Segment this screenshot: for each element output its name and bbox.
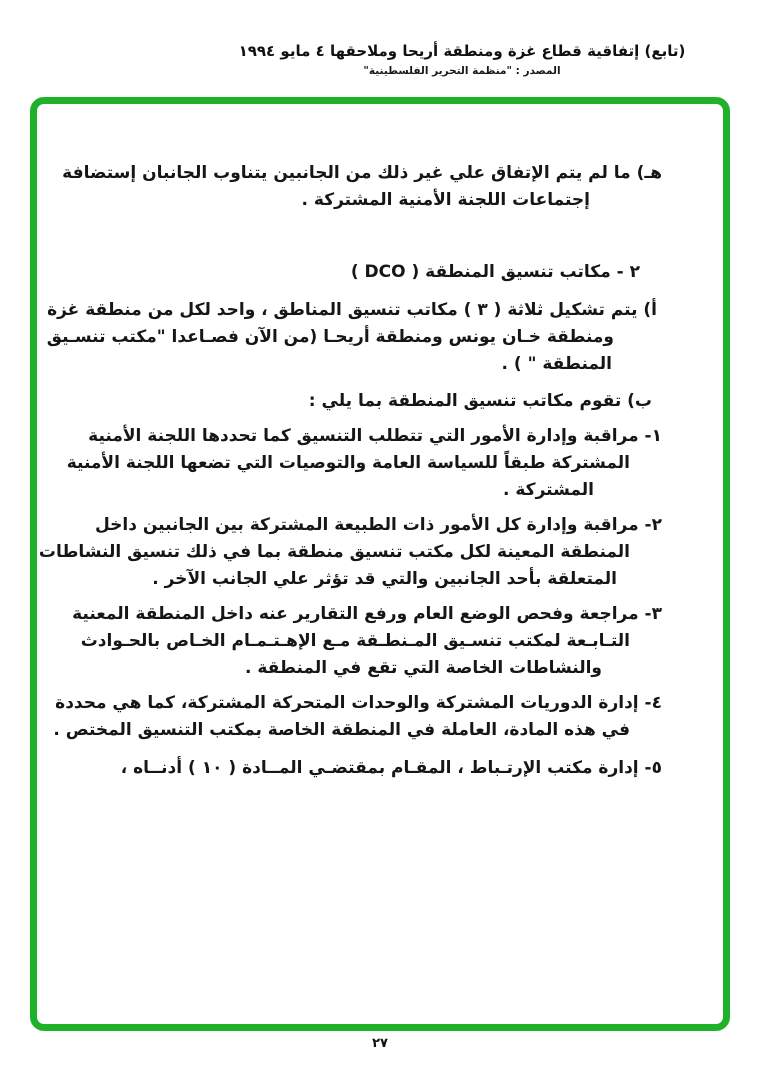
text-line: ٢- مراقبة وإدارة كل الأمور ذات الطبيعة المشتركة بين الجانبين داخل — [94, 515, 662, 535]
item-2 — [38, 512, 662, 593]
text-line: المشتركة . — [503, 480, 594, 500]
section-2-heading — [73, 259, 662, 286]
item-1 — [66, 423, 662, 504]
clause-beh — [73, 388, 662, 415]
page-header — [167, 42, 757, 77]
page-footer — [30, 1036, 730, 1051]
text-line: ٤- إدارة الدوريات المشتركة والوحدات المتحركة المشتركة، كما هي محددة — [55, 693, 662, 713]
text-line: ٢ - مكاتب تنسيق المنطقة ( DCO ) — [350, 262, 640, 282]
text-line: أ) يتم تشكيل ثلاثة ( ٣ ) مكاتب تنسيق المناطق ، واحد لكل من منطقة غزة — [47, 300, 657, 320]
text-line: ب) تقوم مكاتب تنسيق المنطقة بما يلي : — [308, 391, 652, 411]
green-border-frame — [30, 97, 730, 1031]
text-line: المتعلقة بأحد الجانبين والتي قد تؤثر علي الجانب الآخر . — [152, 569, 617, 589]
text-line: المنطقة " ) . — [501, 354, 612, 374]
item-5 — [73, 755, 662, 782]
item-3 — [73, 601, 662, 682]
document-source: المصدر : "منظمة التحرير الفلسطينية" — [363, 65, 561, 77]
text-line: ومنطقة خـان يونس ومنطقة أريحـا (من الآن فصـاعدا "مكتب تنسـيق — [46, 327, 614, 347]
text-line: والنشاطات الخاصة التي تقع في المنطقة . — [245, 658, 602, 678]
text-line: هـ) ما لم يتم الإتفاق علي غير ذلك من الجانبين يتناوب الجانبان إستضافة — [62, 163, 662, 183]
text-line: ٥- إدارة مكتب الإرتـباط ، المقـام بمقتضـي المــادة ( ١٠ ) أدنــاه ، — [120, 758, 662, 778]
document-body — [37, 104, 723, 782]
text-line: المنطقة المعينة لكل مكتب تنسيق منطقة بما في ذلك تنسيق النشاطات — [38, 542, 630, 562]
document-title: (تابع) إتفاقية قطاع غزة ومنطقة أريحا وملاحقها ٤ مايو ١٩٩٤ — [238, 42, 686, 60]
text-line: في هذه المادة، العاملة في المنطقة الخاصة بمكتب التنسيق المختص . — [53, 720, 630, 740]
page-number: ٢٧ — [372, 1036, 388, 1051]
text-line: ١- مراقبة وإدارة الأمور التي تتطلب التنسيق كما تحددها اللجنة الأمنية — [88, 426, 662, 446]
text-line: إجتماعات اللجنة الأمنية المشتركة . — [301, 190, 590, 210]
item-4 — [53, 690, 662, 744]
clause-alef — [46, 297, 662, 378]
text-line: التـابـعة لمكتب تنسـيق المـنطـقة مـع الإهـتـمـام الخـاص بالحـوادث — [80, 631, 630, 651]
text-line: المشتركة طبقاً للسياسة العامة والتوصيات التي تضعها اللجنة الأمنية — [66, 453, 630, 473]
text-line: ٣- مراجعة وفحص الوضع العام ورفع التقارير عنه داخل المنطقة المعنية — [72, 604, 662, 624]
clause-heh — [62, 160, 662, 214]
